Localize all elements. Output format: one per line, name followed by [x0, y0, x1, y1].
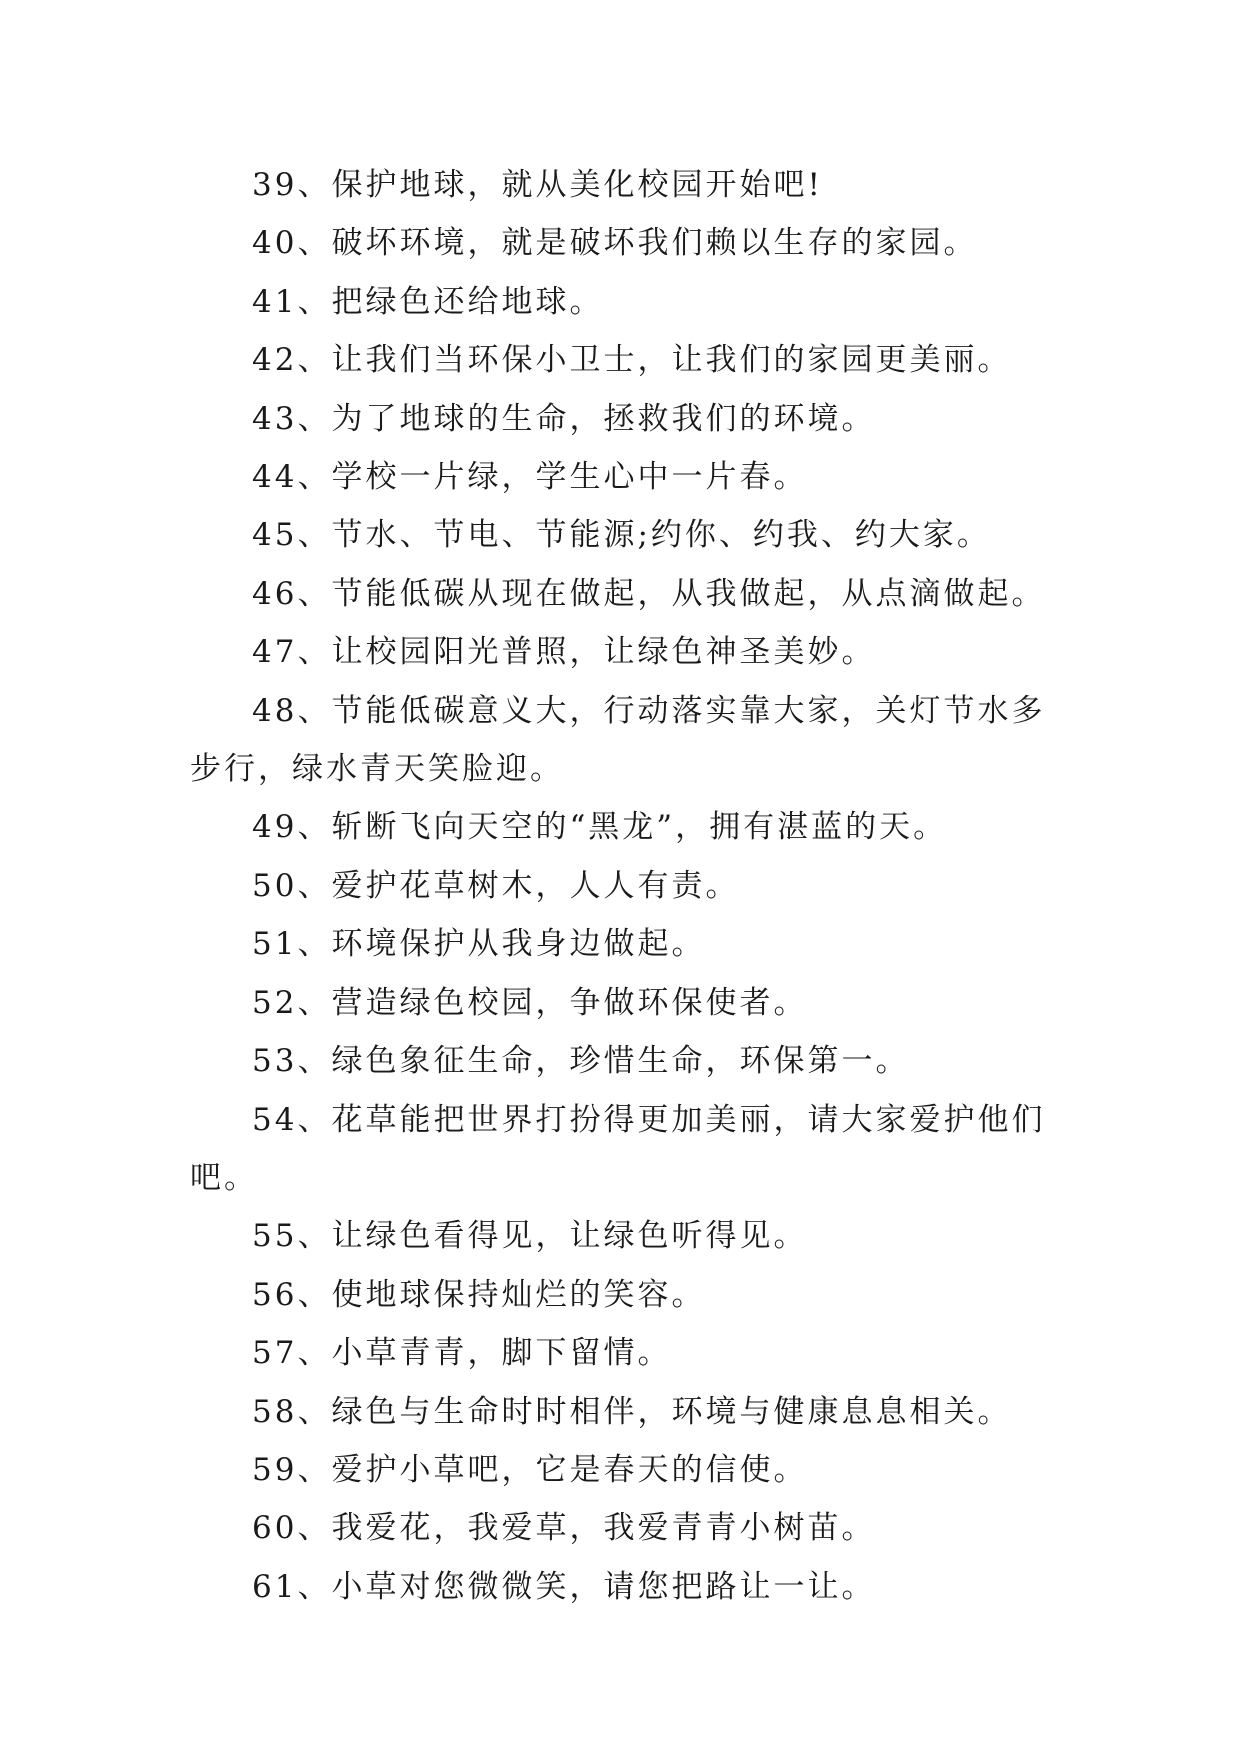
slogan-item: 56、使地球保持灿烂的笑容。: [252, 1276, 706, 1313]
slogan-list: [190, 156, 1050, 1616]
slogan-item: 39、保护地球，就从美化校园开始吧!: [252, 167, 823, 203]
slogan-item: 59、爱护小草吧，它是春天的信使。: [252, 1451, 808, 1488]
slogan-item: 52、营造绿色校园，争做环保使者。: [252, 984, 808, 1021]
slogan-item: 53、绿色象征生命，珍惜生命，环保第一。: [252, 1043, 910, 1080]
slogan-item: 54、花草能把世界打扮得更加美丽，请大家爱护他们吧。: [190, 1101, 1046, 1196]
slogan-item: 40、破坏环境，就是破坏我们赖以生存的家园。: [252, 225, 978, 262]
slogan-item: 50、爱护花草树木，人人有责。: [252, 867, 740, 904]
slogan-item: 57、小草青青，脚下留情。: [252, 1335, 672, 1372]
slogan-item: 60、我爱花，我爱草，我爱青青小树苗。: [252, 1510, 876, 1547]
slogan-item: 49、斩断飞向天空的“黑龙”，拥有湛蓝的天。: [252, 809, 948, 846]
slogan-item: 41、把绿色还给地球。: [252, 283, 604, 320]
slogan-item: 45、节水、节电、节能源;约你、约我、约大家。: [252, 517, 991, 554]
slogan-item: 46、节能低碳从现在做起，从我做起，从点滴做起。: [252, 575, 1046, 612]
slogan-item: 44、学校一片绿，学生心中一片春。: [252, 459, 808, 496]
slogan-item: 43、为了地球的生命，拯救我们的环境。: [252, 400, 876, 437]
slogan-item: 42、让我们当环保小卫士，让我们的家园更美丽。: [252, 342, 1012, 379]
slogan-item: 58、绿色与生命时时相伴，环境与健康息息相关。: [252, 1393, 1012, 1430]
slogan-item: 48、节能低碳意义大，行动落实靠大家，关灯节水多步行，绿水青天笑脸迎。: [190, 692, 1046, 788]
slogan-item: 47、让校园阳光普照，让绿色神圣美妙。: [252, 634, 876, 671]
slogan-item: 51、环境保护从我身边做起。: [252, 926, 706, 963]
slogan-item: 61、小草对您微微笑，请您把路让一让。: [252, 1568, 876, 1605]
slogan-item: 55、让绿色看得见，让绿色听得见。: [252, 1218, 808, 1255]
